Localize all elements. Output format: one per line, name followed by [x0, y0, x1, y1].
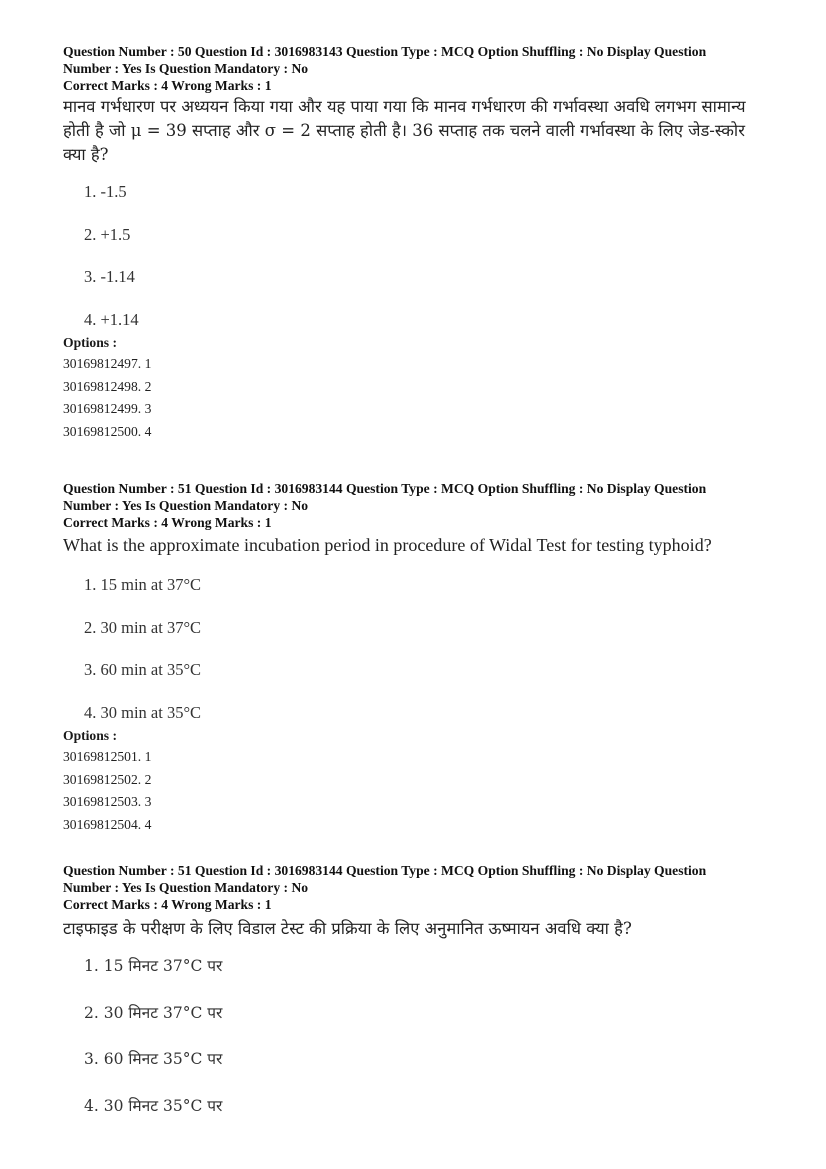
choice-item: 1. -1.5 [84, 182, 127, 201]
choice-item: 2. +1.5 [84, 224, 131, 244]
option-id-list [63, 746, 768, 836]
choice-list [84, 564, 768, 734]
option-id-row: 30169812500. 4 [63, 423, 152, 439]
question-marks: Correct Marks : 4 Wrong Marks : 1 [63, 78, 272, 93]
choice-item: 3. -1.14 [84, 267, 135, 286]
option-id-row: 30169812498. 2 [63, 378, 152, 394]
choice-item: 1. 15 मिनट 37°C पर [84, 957, 223, 975]
choice-item: 4. +1.14 [84, 309, 139, 329]
option-id-row: 30169812499. 3 [63, 401, 152, 416]
question-meta-line: Number : Yes Is Question Mandatory : No [63, 61, 309, 76]
question-meta-line: Question Number : 50 Question Id : 3016983143 Question Type : MCQ Option Shuffling : No Display Question [63, 44, 707, 59]
option-id-row: 30169812502. 2 [63, 771, 152, 787]
choice-item: 1. 15 min at 37°C [84, 575, 202, 594]
choice-item: 4. 30 min at 35°C [84, 702, 202, 722]
choice-item: 2. 30 मिनट 37°C पर [84, 1003, 223, 1022]
choice-item: 3. 60 min at 35°C [84, 660, 202, 679]
choice-list [84, 171, 768, 341]
options-label: Options : [63, 728, 118, 743]
question-text: What is the approximate incubation period in procedure of Widal Test for testing typhoid? [63, 535, 712, 555]
choice-list [84, 943, 768, 1129]
question-text: टाइफाइड के परीक्षण के लिए विडाल टेस्ट की प्रक्रिया के लिए अनुमानित ऊष्मायन अवधि क्या है? [63, 919, 632, 938]
question-block-50 [63, 43, 768, 443]
option-id-list [63, 353, 768, 443]
question-meta-line: Number : Yes Is Question Mandatory : No [63, 880, 309, 895]
question-block-51-hi [63, 862, 768, 1129]
choice-item: 2. 30 min at 37°C [84, 617, 202, 637]
option-id-row: 30169812503. 3 [63, 794, 152, 809]
question-block-51-en [63, 480, 768, 836]
option-id-row: 30169812497. 1 [63, 356, 152, 371]
question-meta-line: Question Number : 51 Question Id : 3016983144 Question Type : MCQ Option Shuffling : No Display Question [63, 863, 707, 878]
options-label: Options : [63, 335, 118, 350]
choice-item: 4. 30 मिनट 35°C पर [84, 1096, 223, 1115]
option-id-row: 30169812504. 4 [63, 816, 152, 832]
question-meta-line: Question Number : 51 Question Id : 3016983144 Question Type : MCQ Option Shuffling : No Display Question [63, 481, 707, 496]
question-marks: Correct Marks : 4 Wrong Marks : 1 [63, 897, 272, 912]
question-text: मानव गर्भधारण पर अध्ययन किया गया और यह पाया गया कि मानव गर्भधारण की गर्भावस्था अवधि लगभग सामान्य होती है जो μ = 39 सप्ताह और σ = 2 सप्ताह होती है। 36 सप्ताह तक चलने वाली गर्भावस्था के लिए जेड-स्कोर क्या है? [63, 97, 746, 164]
question-marks: Correct Marks : 4 Wrong Marks : 1 [63, 515, 272, 530]
question-meta-line: Number : Yes Is Question Mandatory : No [63, 498, 309, 513]
choice-item: 3. 60 मिनट 35°C पर [84, 1050, 223, 1068]
option-id-row: 30169812501. 1 [63, 749, 152, 764]
